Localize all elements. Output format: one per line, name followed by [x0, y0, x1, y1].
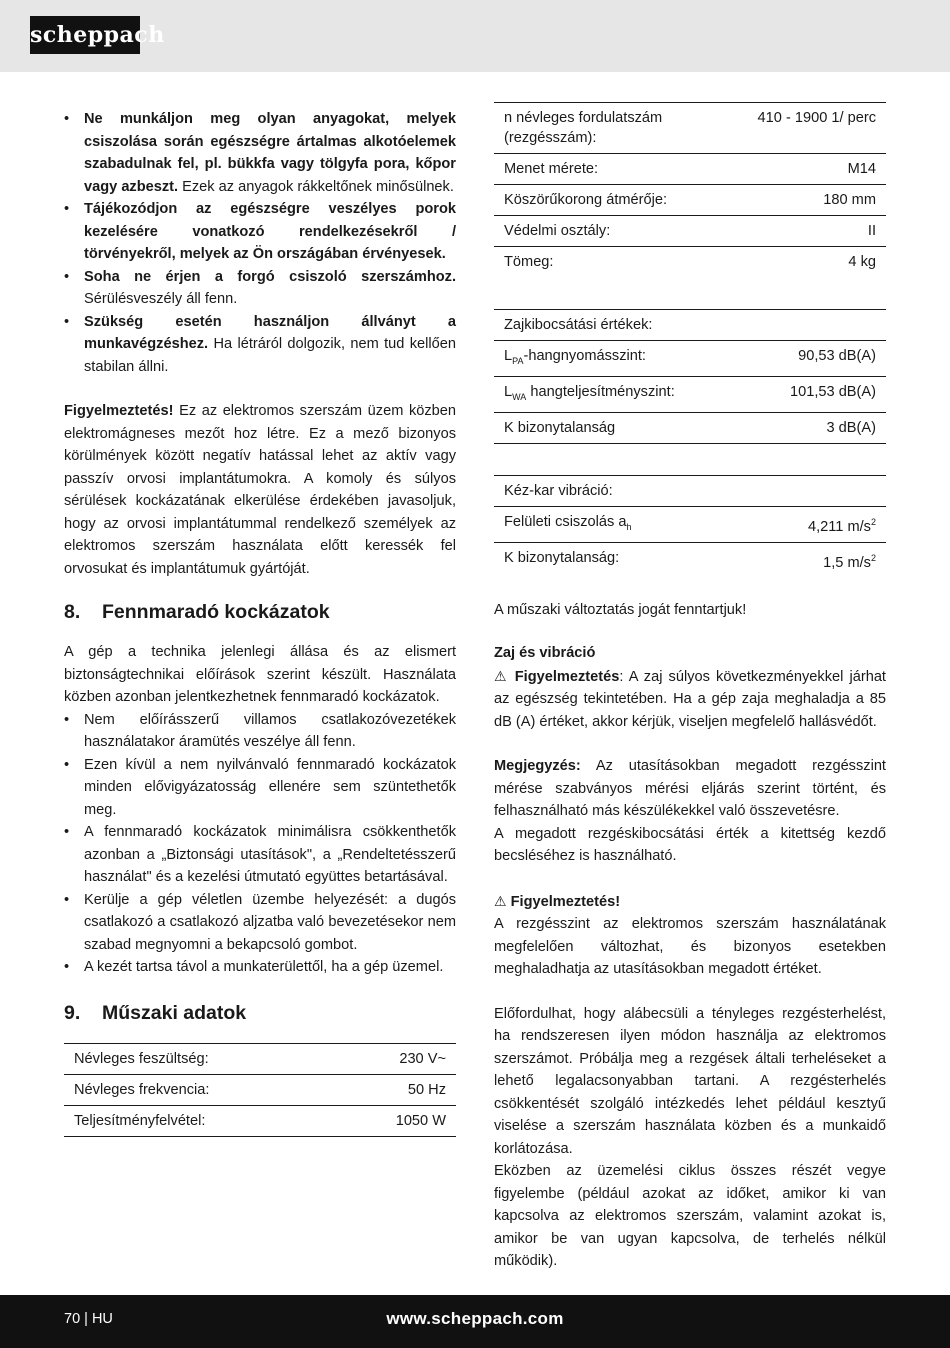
- note-text: Az utasításokban megadott rezgésszint mérése szabványos mérési eljárás szerint történt, és felhasználható más készülékekkel való összevetésre.: [494, 758, 886, 820]
- noise-table: [494, 309, 886, 444]
- row-value: 1050 W: [334, 1105, 456, 1136]
- table-row: [64, 1074, 456, 1105]
- right-column: [494, 102, 886, 1273]
- zaj-heading: Zaj és vibráció: [494, 645, 596, 662]
- page-number: 70 | HU: [64, 1311, 113, 1327]
- subscript: PA: [512, 355, 524, 366]
- table-row: [494, 154, 886, 185]
- warning-label: Figyelmeztetés: [514, 668, 620, 685]
- row-value: 50 Hz: [334, 1074, 456, 1105]
- bullet-bold: Ne munkáljon meg olyan anyagokat, melyek csiszolása során egészségre ártalmas alkotóelemek szabadulnak fel, pl. bükkfa vagy tölgyfa pora, kőpor vagy azbeszt.: [84, 111, 456, 195]
- table-row: [494, 310, 886, 341]
- table-row: [494, 376, 886, 412]
- section-8-intro: A gép a technika jelenlegi állása és az elismert biztonságtechnikai előírások szerint készült. Használata közben azonban jelentkezhetnek fennmaradó kockázatok.: [64, 644, 456, 705]
- section-number: 9.: [64, 1001, 81, 1024]
- warning-text: Ez az elektromos szerszám üzem közben elektromágneses mezőt hoz létre. Ez a mező bizonyos körülmények között negatív hatással lehet az aktív vagy passzív orvosi implantátumokra. A komoly és súlyos sérülések kockázatának elkerülése érdekében javasoljuk, hogy az orvosi implantátummal rendelkező személyek az elektromos szerszám használata előtt keressék fel orvosukat és implantátumuk gyártóját.: [64, 403, 456, 577]
- section-title: Fennmaradó kockázatok: [102, 601, 330, 623]
- list-item: [64, 266, 456, 311]
- list-item: [64, 198, 456, 266]
- row-value: 101,53 dB(A): [746, 376, 886, 412]
- row-label: n névleges fordulatszám (rezgésszám):: [494, 103, 734, 154]
- superscript: 2: [870, 516, 876, 527]
- table-row: [494, 506, 886, 542]
- note-paragraph-2: A megadott rezgéskibocsátási érték a kitettség kezdő becsléséhez is használható.: [494, 825, 886, 865]
- symbol: L: [504, 348, 513, 364]
- section-8-heading: [64, 600, 456, 624]
- row-label: Tömeg:: [504, 254, 554, 270]
- reserve-note: A műszaki változtatás jogát fenntartjuk!: [494, 601, 747, 618]
- warning-triangle-icon: ⚠: [494, 667, 509, 684]
- row-value: M14: [734, 154, 886, 185]
- list-item: • Kerülje a gép véletlen üzembe helyezését: a dugós csatlakozó a csatlakozó aljzatba való bevezetésekor nem szabad megnyomni a bekapcsoló gombot.: [64, 889, 456, 957]
- section-number: 8.: [64, 601, 81, 623]
- row-label: [494, 376, 746, 412]
- row-label: K bizonytalanság:: [504, 549, 620, 566]
- safety-bullet-list: [64, 108, 456, 378]
- row-value: 410 - 1900 1/ perc: [734, 103, 886, 154]
- table-row: [494, 216, 886, 247]
- row-label: Köszörűkorong átmérője:: [494, 185, 734, 216]
- list-item: [64, 311, 456, 379]
- list-item: • A kezét tartsa távol a munkaterülettől, ha a gép üzemel.: [64, 956, 456, 979]
- subscript: h: [626, 521, 632, 532]
- list-item: • A fennmaradó kockázatok minimálisra csökkenthetők azonban a „Biztonsági utasítások", a „Rendeltetésszerű használat" és a kezelési útmutató együttes betartásával.: [64, 821, 456, 889]
- warning-label: Figyelmeztetés!: [510, 893, 621, 910]
- value-text: 1,5 m/s: [823, 554, 871, 571]
- value-text: 4,211 m/s: [807, 518, 871, 535]
- list-item: • Ezen kívül a nem nyilvánvaló fennmaradó kockázatok minden elővigyázatosság ellenére sem szüntethetők meg.: [64, 754, 456, 822]
- warning-label: Figyelmeztetés!: [64, 403, 174, 419]
- table-row: [494, 247, 886, 278]
- tech-data-table: [64, 1043, 456, 1137]
- footer-bar: [0, 1295, 950, 1348]
- noise-warning-paragraph: [494, 665, 886, 734]
- row-label: Névleges frekvencia:: [64, 1074, 334, 1105]
- bullet-text: Ezek az anyagok rákkeltőnek minősülnek.: [178, 178, 454, 195]
- bullet-bold: Szükség esetén használjon állványt a munkavégzéshez.: [84, 313, 456, 352]
- row-label: K bizonytalanság: [494, 412, 746, 443]
- table-heading: Kéz-kar vibráció:: [494, 475, 886, 506]
- note-label: Megjegyzés:: [494, 758, 581, 775]
- brand-logo: scheppach: [30, 16, 140, 54]
- row-label: Menet mérete:: [494, 154, 734, 185]
- left-column: [64, 108, 456, 1137]
- table-row: [494, 341, 886, 377]
- label-text: -hangnyomásszint:: [523, 348, 646, 364]
- table-row: [494, 412, 886, 443]
- table-heading: Zajkibocsátási értékek:: [494, 310, 886, 341]
- row-label: Védelmi osztály:: [494, 216, 734, 247]
- vibration-warning-text: A rezgésszint az elektromos szerszám használatának megfelelően változhat, és bizonyos esetekben meghaladhatja az utasításokban megadott értéket.: [494, 916, 886, 978]
- label-text: hangteljesítményszint:: [526, 383, 675, 400]
- residual-risk-list: [64, 709, 456, 979]
- header-bar: [0, 0, 950, 72]
- emf-warning-paragraph: [64, 400, 456, 580]
- spec-table: [494, 102, 886, 277]
- table-row: [494, 475, 886, 506]
- row-label: Teljesítményfelvétel:: [64, 1105, 334, 1136]
- list-item: • Nem előírásszerű villamos csatlakozóvezetékek használatakor áramütés veszélye áll fenn.: [64, 709, 456, 754]
- row-label: [494, 341, 746, 377]
- table-row: [64, 1105, 456, 1136]
- website-link[interactable]: www.scheppach.com: [386, 1309, 564, 1328]
- row-value: [740, 506, 887, 542]
- section-9-heading: [64, 1001, 456, 1025]
- row-value: 180 mm: [734, 185, 886, 216]
- row-value: 4 kg: [848, 254, 876, 270]
- row-value: II: [734, 216, 886, 247]
- warning-triangle-icon: ⚠: [494, 892, 507, 909]
- table-row: [494, 103, 886, 154]
- bullet-text: Ha létráról dolgozik, nem tud kellően stabilan állni.: [84, 336, 456, 375]
- row-label: Névleges feszültség:: [64, 1043, 334, 1074]
- superscript: 2: [870, 552, 876, 563]
- section-title: Műszaki adatok: [102, 1001, 247, 1024]
- row-value: [740, 542, 887, 577]
- row-value: 230 V~: [334, 1043, 456, 1074]
- row-value: 90,53 dB(A): [746, 341, 886, 377]
- row-label: [494, 506, 740, 542]
- bullet-text: Sérülésveszély áll fenn.: [84, 291, 238, 307]
- table-row: [64, 1043, 456, 1074]
- underestimate-paragraph: Előfordulhat, hogy alábecsüli a tényleges rezgésterhelést, ha rendszeresen ilyen módon használja az elektromos szerszámot. Próbálja meg a rezgések általi terheléseket a lehető legalacsonyabban tartani. A rezgésterhelés csökkentését szolgáló intézkedés lehet például kesztyű viselése a szerszám használata közben és a munkaidő korlátozása.: [494, 1005, 886, 1157]
- row-value: 3 dB(A): [746, 412, 886, 443]
- label-text: Felületi csiszolás a: [504, 513, 627, 530]
- table-row: [494, 542, 886, 577]
- vibration-table: [494, 475, 886, 578]
- subscript: WA: [512, 391, 527, 402]
- bullet-bold: Soha ne érjen a forgó csiszoló szerszámhoz.: [84, 268, 456, 285]
- note-paragraph: [494, 755, 886, 823]
- bullet-bold: Tájékozódjon az egészségre veszélyes porok kezelésére vonatkozó rendelkezésekről / törvényekről, melyek az Ön országában érvényesek.: [84, 201, 456, 262]
- vibration-warning-heading: [494, 890, 886, 914]
- symbol: L: [504, 383, 513, 400]
- warning-text: : A zaj súlyos következményekkel járhat az egészség tekintetében. Ha a gép zaja meghaladja a 85 dB (A) értéket, akkor kérjük, viseljen megfelelő hallásvédőt.: [494, 668, 886, 730]
- list-item: [64, 108, 456, 198]
- table-row: [494, 185, 886, 216]
- cycle-paragraph: Eközben az üzemelési ciklus összes részét vegye figyelembe (például azokat az időket, amikor ki van kapcsolva az elektromos szerszám, valamint azokat is, amikor be van ugyan kapcsolva, de terhelés nélkül működik).: [494, 1163, 886, 1270]
